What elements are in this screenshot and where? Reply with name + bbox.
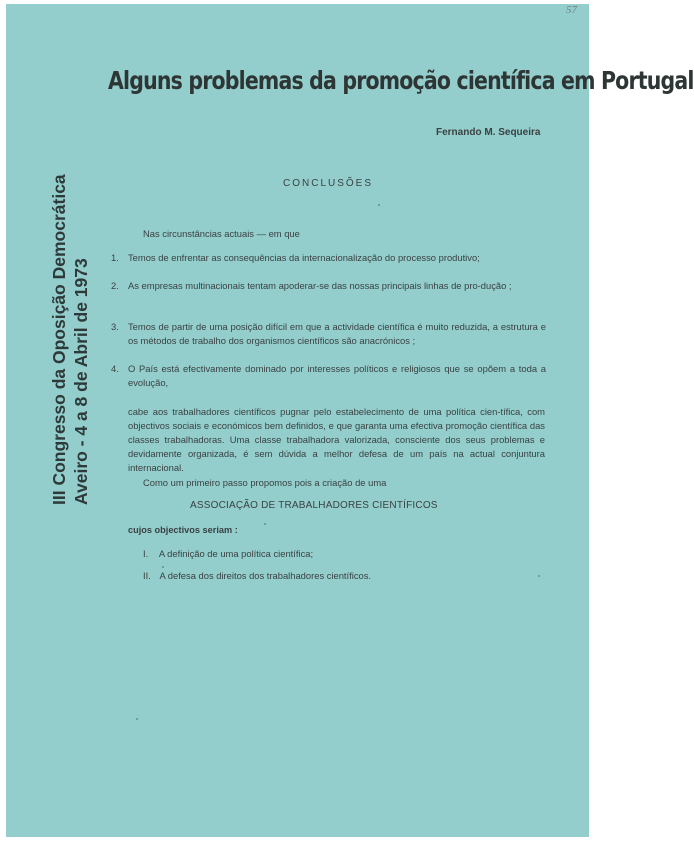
objective-number: II.: [143, 570, 151, 581]
objectives-label: cujos objectivos seriam :: [128, 525, 238, 535]
proposal-text: Como um primeiro passo propomos pois a criação de uma: [143, 477, 387, 488]
paper-speck: [162, 566, 164, 568]
objective-item: [143, 548, 313, 559]
objective-number: I.: [143, 548, 149, 559]
paper-speck: [378, 204, 380, 206]
paper-speck: [538, 575, 540, 577]
author-name: Fernando M. Sequeira: [436, 127, 541, 138]
objective-text: A defesa dos direitos dos trabalhadores científicos.: [159, 570, 372, 581]
paper-speck: [136, 718, 138, 720]
objective-item: [143, 570, 371, 581]
item-text: As empresas multinacionais tentam apoderar-se das nossas principais linhas de pro-dução ;: [128, 280, 512, 291]
item-number: 1.: [111, 252, 119, 263]
item-text: Temos de enfrentar as consequências da internacionalização do processo produtivo;: [128, 252, 480, 263]
section-heading: CONCLUSÕES: [283, 178, 374, 189]
congress-side-label: [48, 165, 92, 505]
body-paragraph: cabe aos trabalhadores científicos pugnar pelo estabelecimento de uma política cien-tífica, com objectivos sociais e económicos bem definidos, e que garanta uma efectiva promoção científica das classes trabalhadoras. Uma classe trabalhadora valorizada, consciente dos seus problemas e devidamente organizada, é sem dúvida a melhor defesa de um país na actual conjuntura internacional.: [128, 406, 545, 473]
item-number: 2.: [111, 280, 119, 291]
objective-text: A definição de uma política científica;: [158, 548, 314, 559]
side-label-line-1: III Congresso da Oposição Democrática: [49, 174, 69, 505]
item-number: 4.: [111, 363, 119, 374]
corner-mark: 57: [566, 4, 577, 16]
side-label-line-2: Aveiro - 4 a 8 de Abril de 1973: [71, 258, 91, 505]
document-title: Alguns problemas da promoção científica em Portugal: [108, 66, 694, 95]
association-name: ASSOCIAÇÃO DE TRABALHADORES CIENTÍFICOS: [190, 500, 438, 511]
item-text: O País está efectivamente dominado por interesses políticos e religiosos que se opõem a toda a evolução,: [128, 363, 546, 388]
paper-speck: [264, 523, 266, 525]
intro-text: Nas circunstâncias actuais — em que: [143, 228, 300, 239]
item-number: 3.: [111, 321, 119, 332]
item-text: Temos de partir de uma posição difícil em que a actividade científica é muito reduzida, a estrutura e os métodos de trabalho dos organismos científicos são anacrónicos ;: [128, 321, 546, 346]
